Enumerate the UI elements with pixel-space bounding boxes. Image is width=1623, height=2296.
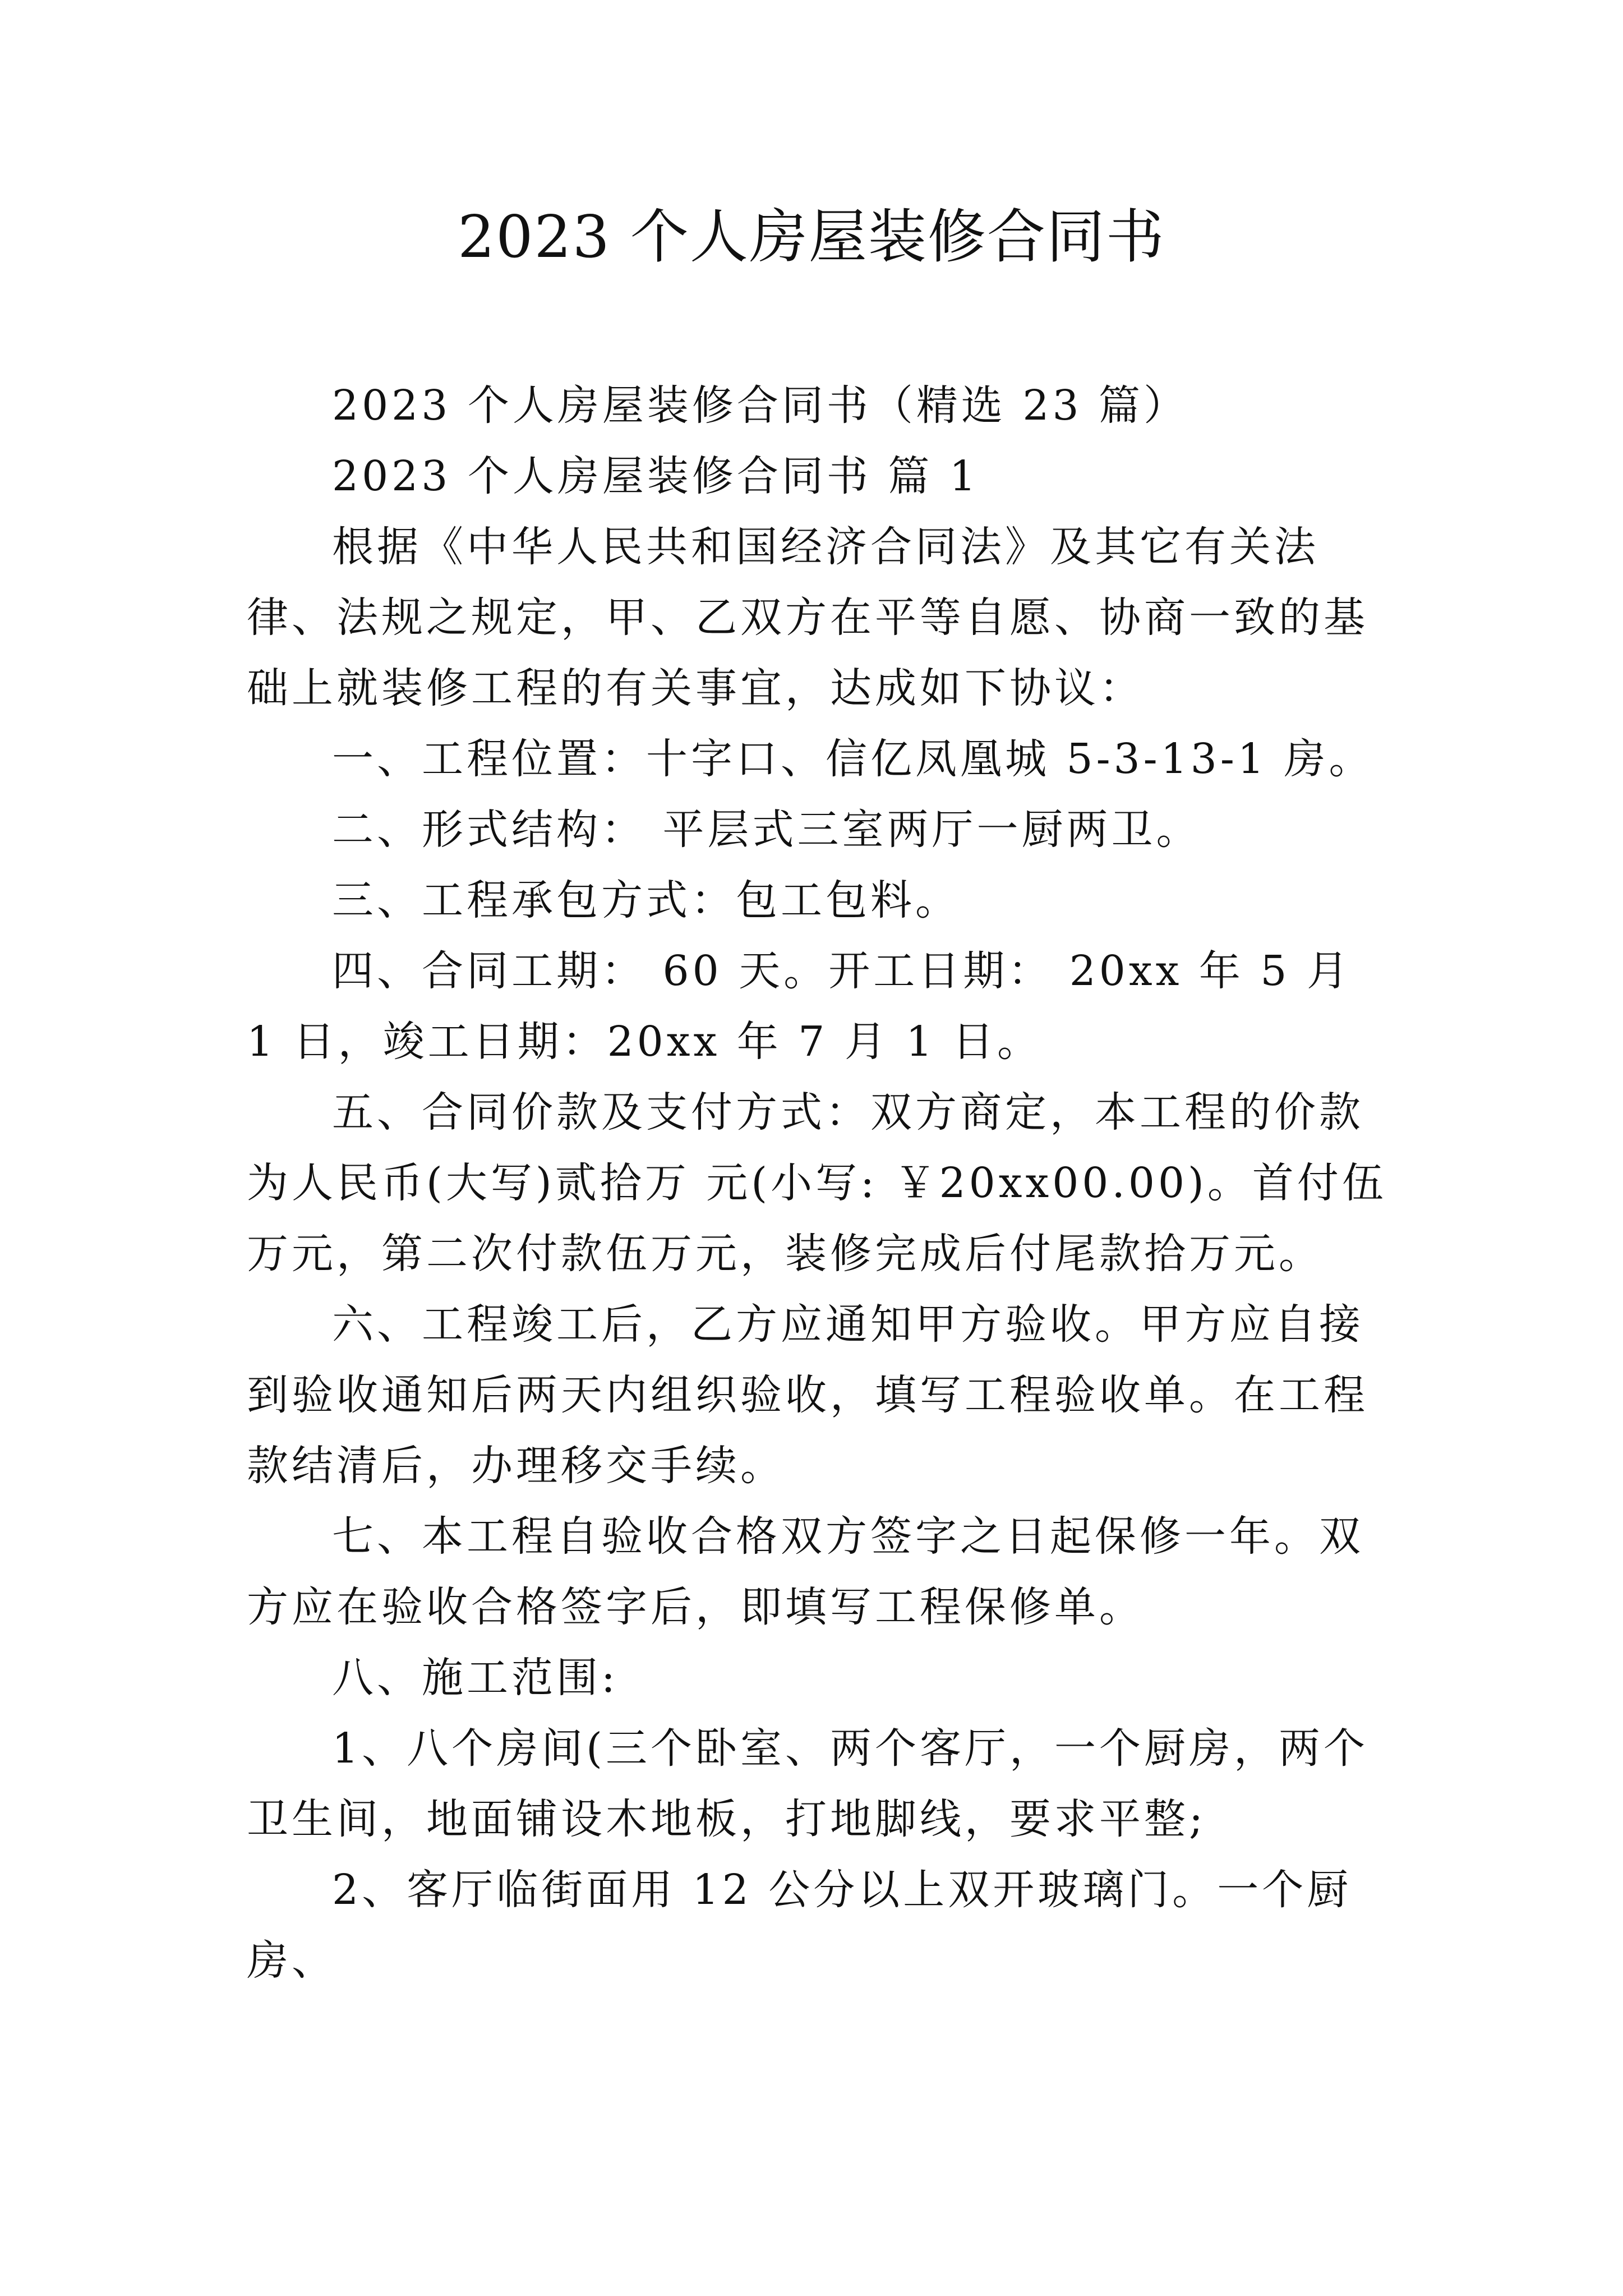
paragraph-clause-8: 八、施工范围:: [332, 1654, 619, 1702]
paragraph-preamble: 根据《中华人民共和国经济合同法》及其它有关法律、法规之规定，甲、乙双方在平等自愿、协商一致的基础上就装修工程的有关事宜，达成如下协议：: [247, 523, 1368, 712]
paragraph-clause-1: 一、工程位置：十字口、信亿凤凰城 5-3-13-1 房。: [332, 735, 1374, 783]
document-title: 2023 个人房屋装修合同书: [458, 203, 1165, 271]
paragraph-subtitle: 2023 个人房屋装修合同书（精选 23 篇）: [332, 381, 1189, 430]
paragraph-clause-2: 二、形式结构： 平层式三室两厅一厨两卫。: [332, 806, 1201, 854]
paragraph-clause-6: 六、工程竣工后，乙方应通知甲方验收。甲方应自接到验收通知后两天内组织验收，填写工程验收单。在工程款结清后，办理移交手续。: [247, 1300, 1368, 1490]
paragraph-clause-5: 五、合同价款及支付方式：双方商定，本工程的价款为人民币(大写)贰拾万 元(小写: ￥20xx00.00)。首付伍万元，第二次付款伍万元，装修完成后付尾款拾万元。: [247, 1088, 1387, 1278]
paragraph-clause-4: 四、合同工期： 60 天。开工日期： 20xx 年 5 月 1 日，竣工日期：20xx 年 7 月 1 日。: [247, 947, 1352, 1066]
paragraph-clause-7: 七、本工程自验收合格双方签字之日起保修一年。双方应在验收合格签字后，即填写工程保修单。: [247, 1512, 1364, 1631]
paragraph-scope-item-2: 2、客厅临街面用 12 公分以上双开玻璃门。一个厨房、: [247, 1866, 1352, 1985]
paragraph-clause-3: 三、工程承包方式：包工包料。: [332, 876, 960, 924]
document-body: [247, 370, 1391, 1996]
paragraph-scope-item-1: 1、八个房间(三个卧室、两个客厅，一个厨房，两个卫生间，地面铺设木地板，打地脚线，要求平整;: [247, 1724, 1368, 1843]
paragraph-section-heading: 2023 个人房屋装修合同书 篇 1: [332, 452, 979, 500]
